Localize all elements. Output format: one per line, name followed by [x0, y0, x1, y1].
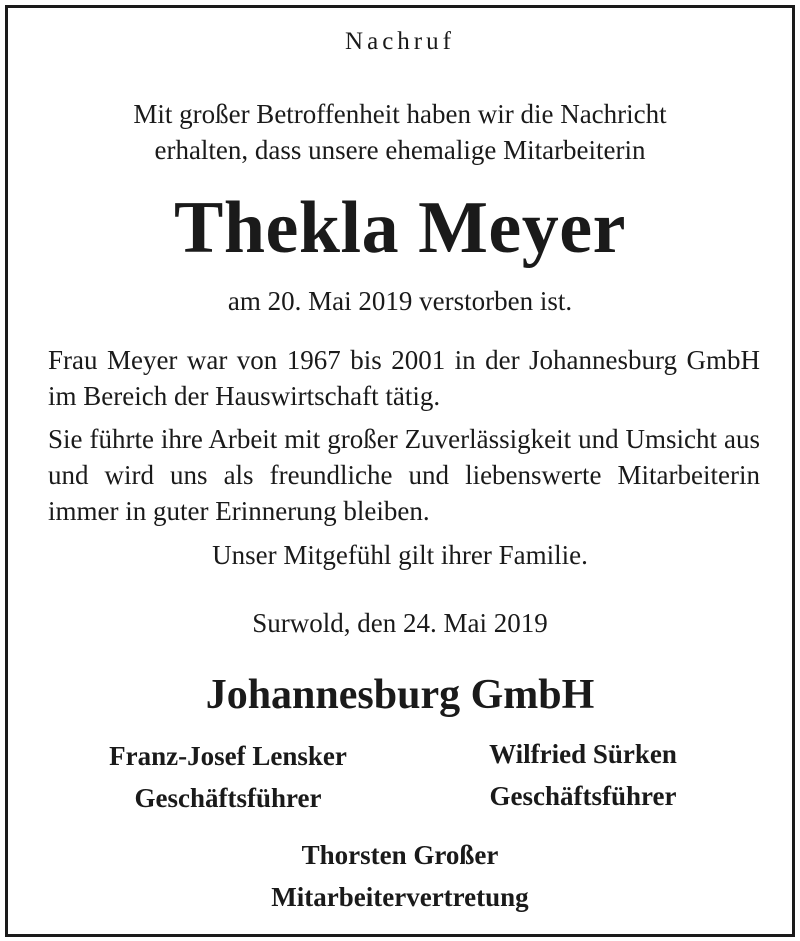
signatory-name: Thorsten Großer [301, 840, 499, 870]
intro-text [8, 96, 792, 168]
sympathy-line: Unser Mitgefühl gilt ihrer Familie. [212, 540, 588, 570]
employment-paragraph: Frau Meyer war von 1967 bis 2001 in der Johannesburg GmbH im Bereich der Hauswirtschaft tätig. [48, 345, 760, 411]
signatory-block [8, 834, 792, 918]
signatory-name: Wilfried Sürken [489, 739, 677, 769]
intro-line-2: erhalten, dass unsere ehemalige Mitarbeiterin [154, 135, 646, 165]
place-date: Surwold, den 24. Mai 2019 [252, 608, 548, 638]
obituary-frame [5, 5, 795, 937]
signatory-role: Geschäftsführer [489, 781, 677, 811]
signatory-block [63, 735, 393, 819]
tribute-paragraph: Sie führte ihre Arbeit mit großer Zuverlässigkeit und Umsicht aus und wird uns als freundliche und liebenswerte Mitarbeiterin immer in guter Erinnerung bleiben. [48, 424, 760, 526]
signatory-name: Franz-Josef Lensker [109, 741, 347, 771]
signatory-block [418, 733, 748, 817]
deceased-name: Thekla Meyer [174, 187, 626, 269]
signatory-role: Mitarbeitervertretung [271, 882, 529, 912]
signatory-role: Geschäftsführer [134, 783, 322, 813]
intro-line-1: Mit großer Betroffenheit haben wir die Nachricht [133, 99, 667, 129]
company-name: Johannesburg GmbH [205, 672, 595, 718]
death-date-line: am 20. Mai 2019 verstorben ist. [227, 286, 573, 316]
notice-heading: Nachruf [345, 28, 455, 55]
